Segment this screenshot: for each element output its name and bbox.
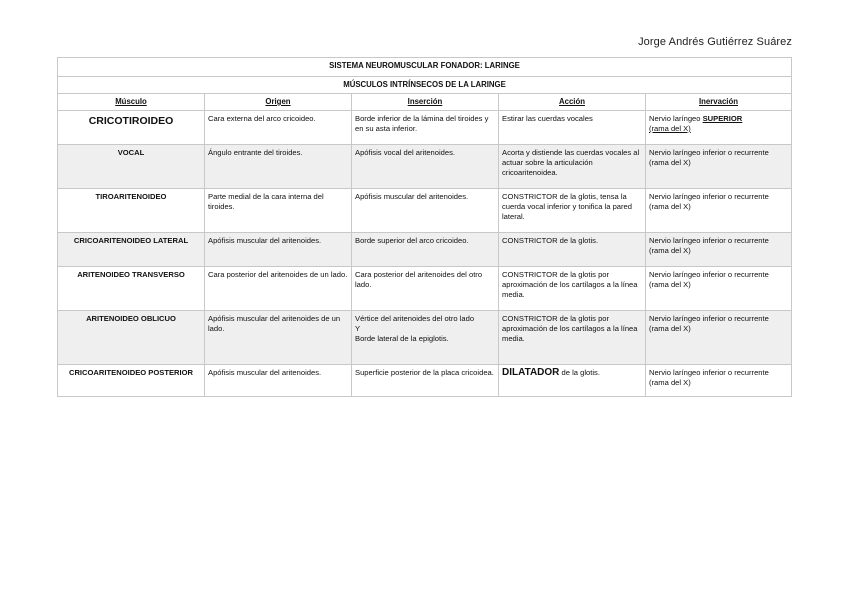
dilatador-highlight: DILATADOR	[502, 367, 560, 378]
muscle-cell: CRICOARITENOIDEO POSTERIOR	[58, 365, 205, 397]
insertion-cell: Cara posterior del aritenoides del otro lado.	[352, 267, 499, 311]
table-row	[58, 189, 792, 233]
muscle-cell: VOCAL	[58, 145, 205, 189]
innervation-cell: Nervio laríngeo inferior o recurrente (rama del X)	[646, 233, 792, 267]
innervation-cell: Nervio laríngeo inferior o recurrente (rama del X)	[646, 267, 792, 311]
insertion-cell: Borde superior del arco cricoideo.	[352, 233, 499, 267]
action-cell: Estirar las cuerdas vocales	[499, 111, 646, 145]
superior-highlight: SUPERIOR	[702, 114, 743, 123]
muscle-cell: CRICOTIROIDEO	[58, 111, 205, 145]
muscle-cell: TIROARITENOIDEO	[58, 189, 205, 233]
insertion-cell: Apófisis muscular del aritenoides.	[352, 189, 499, 233]
header-muscle: Músculo	[58, 94, 205, 111]
action-cell: DILATADOR de la glotis.	[499, 365, 646, 397]
innervation-cell: Nervio laríngeo SUPERIOR (rama del X)	[646, 111, 792, 145]
origin-cell: Apófisis muscular del aritenoides de un lado.	[205, 311, 352, 365]
muscle-cell: ARITENOIDEO OBLICUO	[58, 311, 205, 365]
table-row	[58, 365, 792, 397]
action-cell: CONSTRICTOR de la glotis.	[499, 233, 646, 267]
table-row	[58, 145, 792, 189]
origin-cell: Parte medial de la cara interna del tiroides.	[205, 189, 352, 233]
table-row	[58, 233, 792, 267]
header-action: Acción	[499, 94, 646, 111]
action-cell: CONSTRICTOR de la glotis, tensa la cuerda vocal inferior y tonifica la pared lateral.	[499, 189, 646, 233]
document-author: Jorge Andrés Gutiérrez Suárez	[638, 36, 792, 48]
header-innervation: Inervación	[646, 94, 792, 111]
innervation-cell: Nervio laríngeo inferior o recurrente (rama del X)	[646, 365, 792, 397]
header-insertion: Inserción	[352, 94, 499, 111]
muscles-table	[57, 57, 792, 397]
table-row	[58, 111, 792, 145]
action-cell: CONSTRICTOR de la glotis por aproximación de los cartílagos a la línea media.	[499, 267, 646, 311]
origin-cell: Ángulo entrante del tiroides.	[205, 145, 352, 189]
origin-cell: Cara posterior del aritenoides de un lado.	[205, 267, 352, 311]
insertion-cell: Superficie posterior de la placa cricoidea.	[352, 365, 499, 397]
muscle-cell: ARITENOIDEO TRANSVERSO	[58, 267, 205, 311]
table-title: SISTEMA NEUROMUSCULAR FONADOR: LARINGE	[58, 58, 792, 77]
origin-cell: Cara externa del arco cricoideo.	[205, 111, 352, 145]
header-origin: Origen	[205, 94, 352, 111]
table-row	[58, 267, 792, 311]
origin-cell: Apófisis muscular del aritenoides.	[205, 233, 352, 267]
innervation-cell: Nervio laríngeo inferior o recurrente (rama del X)	[646, 311, 792, 365]
action-cell: CONSTRICTOR de la glotis por aproximación de los cartílagos a la línea media.	[499, 311, 646, 365]
table-subtitle: MÚSCULOS INTRÍNSECOS DE LA LARINGE	[58, 77, 792, 94]
innervation-cell: Nervio laríngeo inferior o recurrente (rama del X)	[646, 145, 792, 189]
insertion-cell: Borde inferior de la lámina del tiroides y en su asta inferior.	[352, 111, 499, 145]
action-cell: Acorta y distiende las cuerdas vocales al actuar sobre la articulación cricoaritenoidea.	[499, 145, 646, 189]
insertion-cell: Vértice del aritenoides del otro lado Y Borde lateral de la epiglotis.	[352, 311, 499, 365]
table-row	[58, 311, 792, 365]
muscle-cell: CRICOARITENOIDEO LATERAL	[58, 233, 205, 267]
origin-cell: Apófisis muscular del aritenoides.	[205, 365, 352, 397]
insertion-cell: Apófisis vocal del aritenoides.	[352, 145, 499, 189]
innervation-cell: Nervio laríngeo inferior o recurrente (rama del X)	[646, 189, 792, 233]
